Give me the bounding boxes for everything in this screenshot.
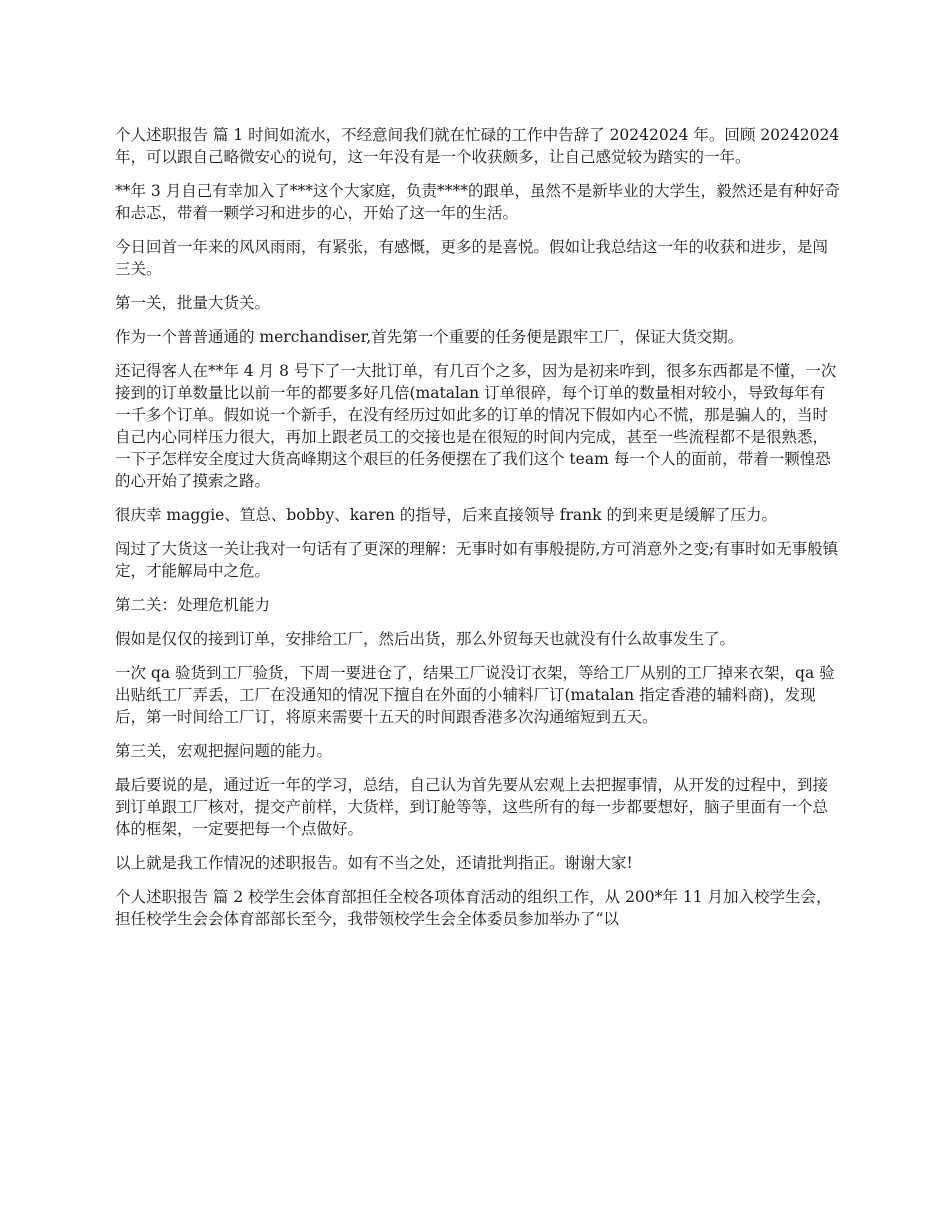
paragraph-11: 以上就是我工作情况的述职报告。如有不当之处，还请批判指正。谢谢大家! (115, 854, 633, 872)
section-heading-2: 第二关：处理危机能力 (115, 596, 271, 614)
paragraph-7: 闯过了大货这一关让我对一句话有了更深的理解：无事时如有事般提防,方可消意外之变;有事时如无事般镇定，才能解局中之危。 (115, 540, 839, 580)
paragraph-4: 作为一个普普通通的 merchandiser,首先第一个重要的任务便是跟牢工厂，保证大货交期。 (115, 328, 744, 346)
paragraph-6: 很庆幸 maggie、笪总、bobby、karen 的指导，后来直接领导 frank 的到来更是缓解了压力。 (115, 506, 777, 524)
paragraph-1: 个人述职报告 篇 1 时间如流水，不经意间我们就在忙碌的工作中告辞了 20242024 年。回顾 20242024 年，可以跟自己略微安心的说句，这一年没有是一个收获颇多，让自己感觉较为踏实的一年。 (115, 126, 840, 166)
paragraph-5: 还记得客人在**年 4 月 8 号下了一大批订单，有几百个之多，因为是初来咋到，很多东西都是不懂，一次接到的订单数量比以前一年的都要多好几倍(matalan 订单很碎，每个订单的数量相对较小，导致每年有一千多个订单。假如说一个新手，在没有经历过如此多的订单的情况下假如内心不慌，那是骗人的，当时自己内心同样压力很大，再加上跟老员工的交接也是在很短的时间内完成，甚至一些流程都不是很熟悉，一下子怎样安全度过大货高峰期这个艰巨的任务便摆在了我们这个 team 每一个人的面前，带着一颗惶恐的心开始了摸索之路。 (115, 362, 837, 490)
section-heading-1: 第一关，批量大货关。 (115, 294, 271, 312)
paragraph-3: 今日回首一年来的风风雨雨，有紧张，有感慨，更多的是喜悦。假如让我总结这一年的收获和进步，是闯三关。 (115, 238, 829, 278)
section-heading-3: 第三关，宏观把握问题的能力。 (115, 742, 333, 760)
paragraph-9: 一次 qa 验货到工厂验货，下周一要进仓了，结果工厂说没订衣架，等给工厂从别的工厂掉来衣架，qa 验出贴纸工厂弄丢，工厂在没通知的情况下擅自在外面的小辅料厂订(matalan 指定香港的辅料商)，发现后，第一时间给工厂订，将原来需要十五天的时间跟香港多次沟通缩短到五天。 (115, 664, 835, 726)
paragraph-8: 假如是仅仅的接到订单，安排给工厂，然后出货，那么外贸每天也就没有什么故事发生了。 (115, 630, 736, 648)
paragraph-2: **年 3 月自己有幸加入了***这个大家庭，负责****的跟单，虽然不是新毕业的大学生，毅然还是有种好奇和忐忑，带着一颗学习和进步的心，开始了这一年的生活。 (115, 182, 840, 222)
paragraph-10: 最后要说的是，通过近一年的学习，总结，自己认为首先要从宏观上去把握事情，从开发的过程中，到接到订单跟工厂核对，提交产前样，大货样，到订舱等等，这些所有的每一步都要想好，脑子里面有一个总体的框架，一定要把每一个点做好。 (115, 776, 829, 838)
paragraph-12: 个人述职报告 篇 2 校学生会体育部担任全校各项体育活动的组织工作，从 200*年 11 月加入校学生会，担任校学生会会体育部部长至今，我带领校学生会全体委员参加举办了“以 (115, 888, 832, 928)
document-body (115, 124, 840, 942)
